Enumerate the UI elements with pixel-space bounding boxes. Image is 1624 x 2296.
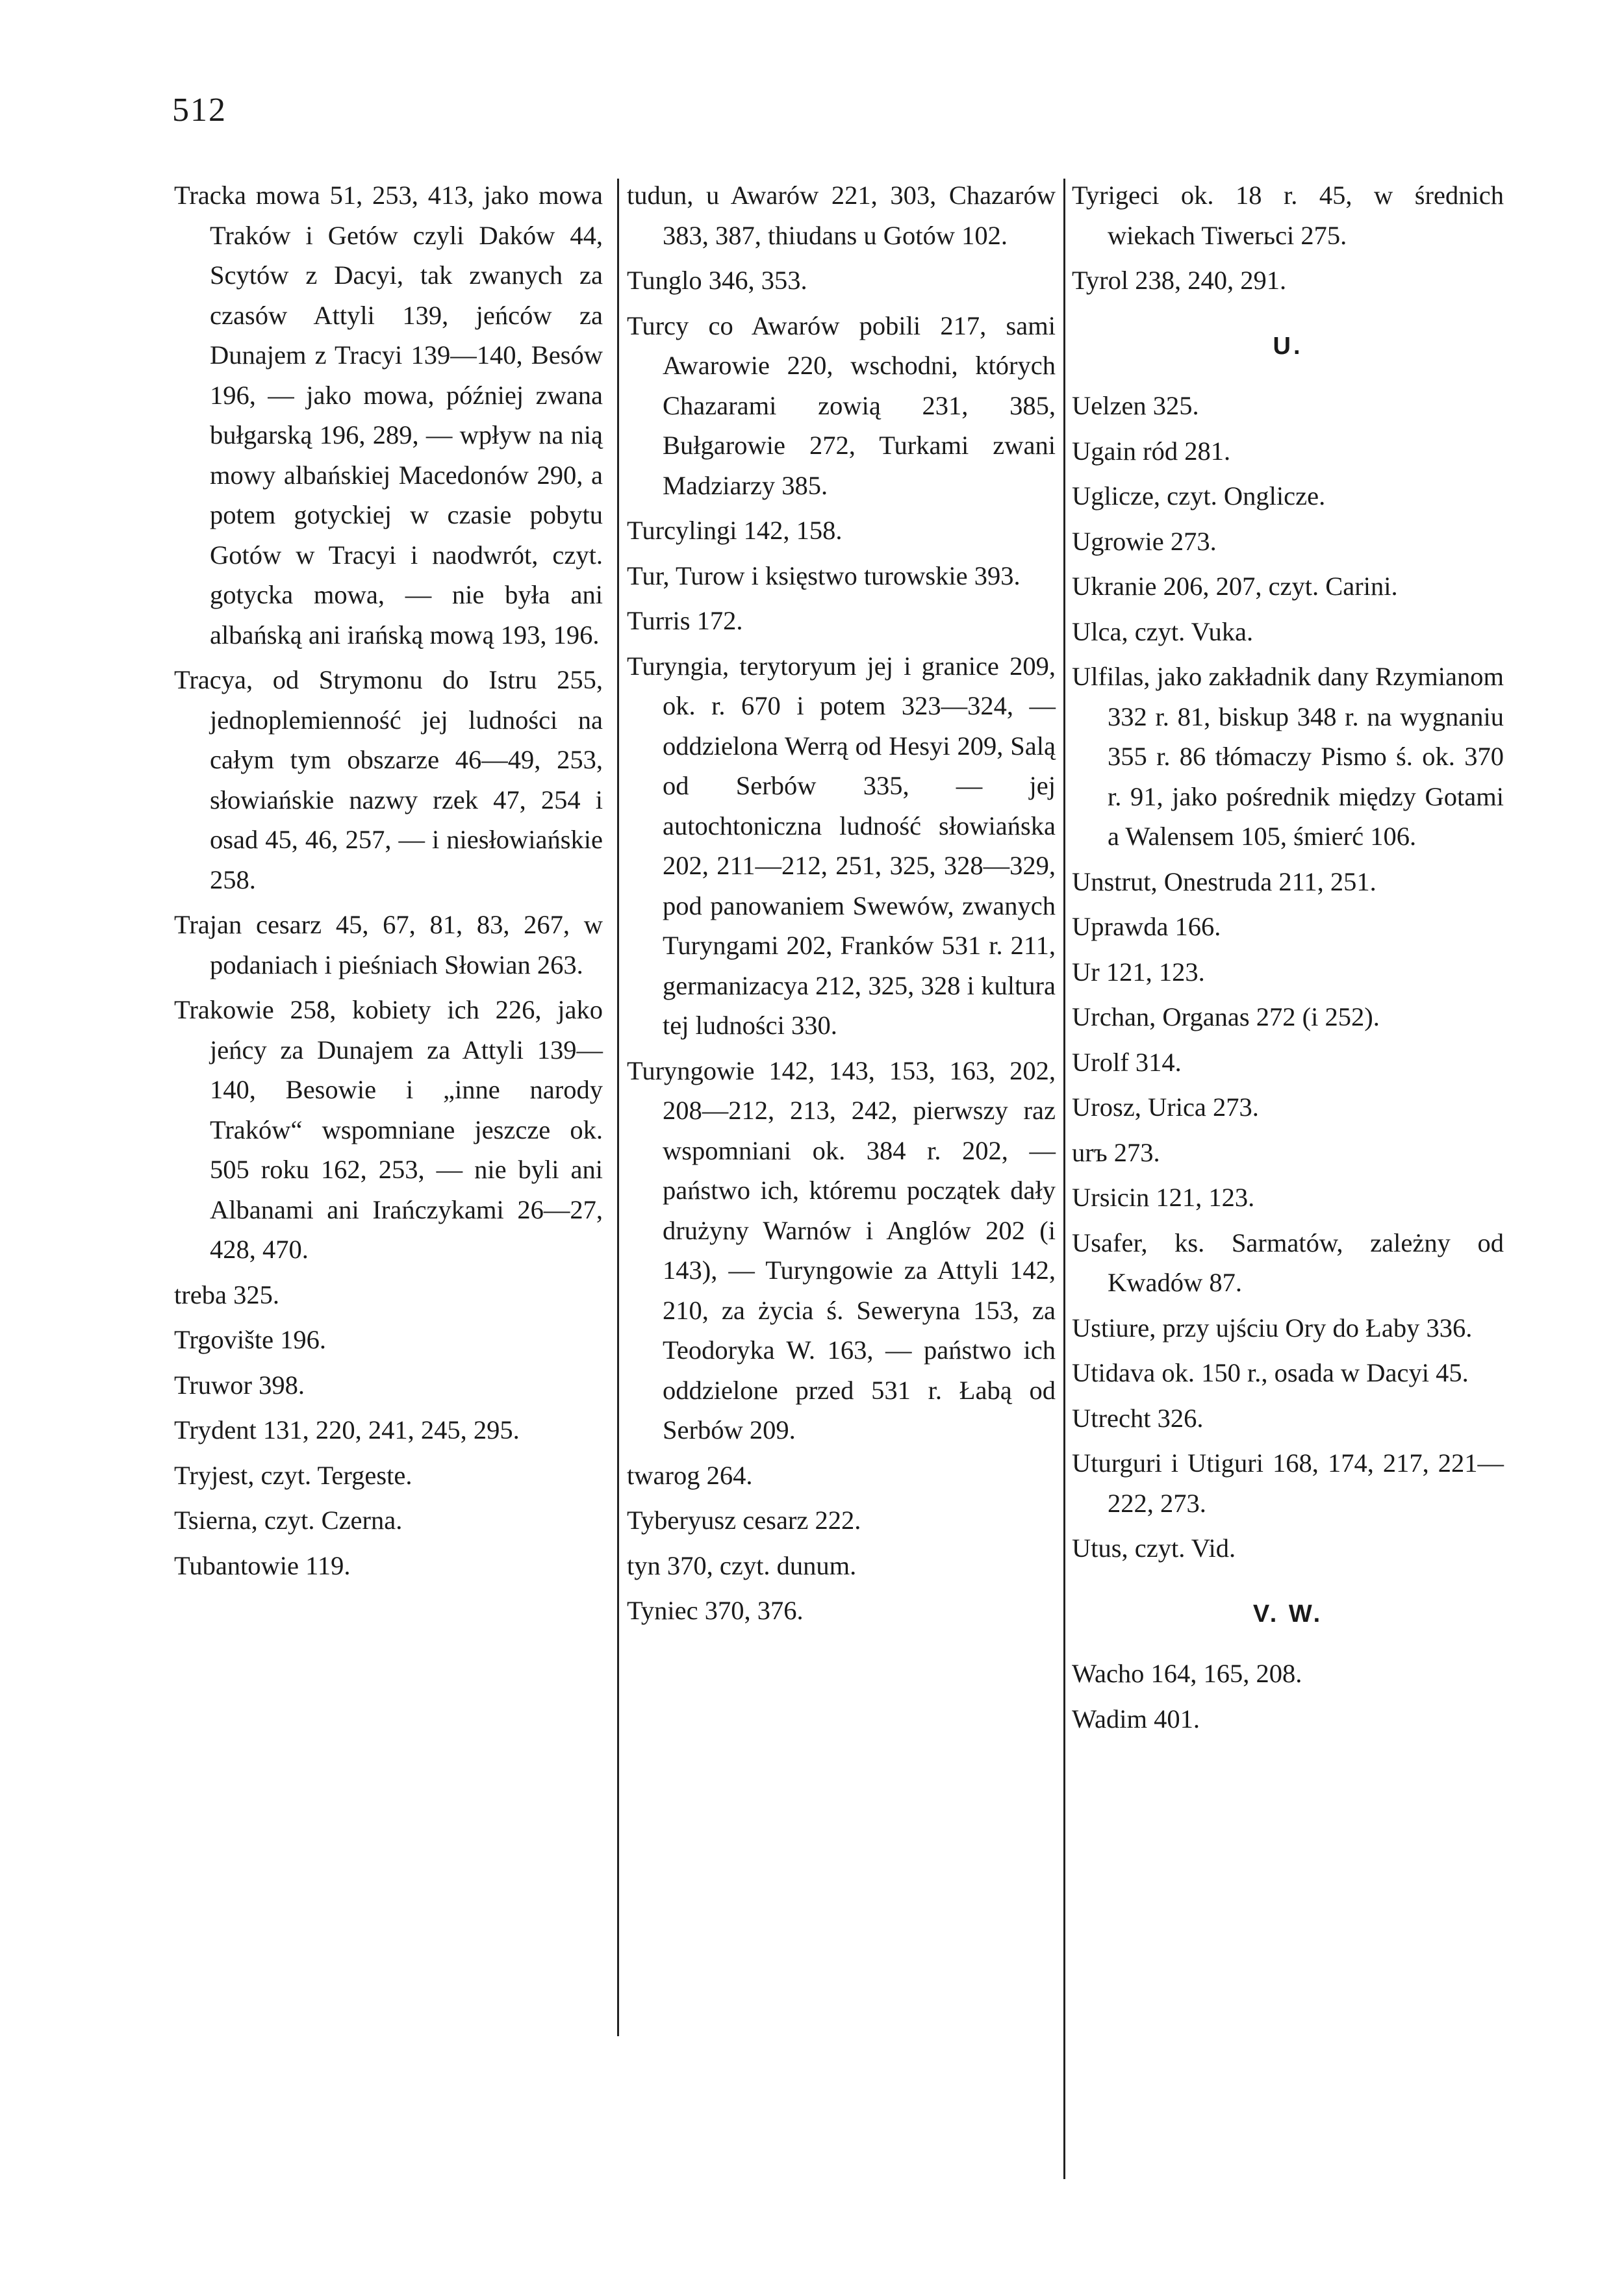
index-entry: twarog 264.: [627, 1460, 753, 1490]
column-divider: [617, 179, 619, 2036]
index-entry: tyn 370, czyt. dunum.: [627, 1550, 857, 1580]
index-entry: Tryjest, czyt. Tergeste.: [174, 1460, 412, 1490]
section-heading-vw: V. W.: [1252, 1600, 1323, 1628]
index-entry: Ustiure, przy ujściu Ory do Łaby 336.: [1072, 1313, 1473, 1343]
index-entry: Ulca, czyt. Vuka.: [1072, 616, 1254, 646]
index-entry: treba 325.: [174, 1280, 279, 1309]
index-entry: Ukranie 206, 207, czyt. Carini.: [1072, 572, 1398, 601]
index-entry: Utus, czyt. Vid.: [1072, 1533, 1236, 1563]
index-entry: Tracya, od Strymonu do Istru 255, jednoplemienność jej ludności na całym tym obszarze 46—49, 253, słowiańskie nazwy rzek 47, 254 i osad 45, 46, 257, — i niesłowiańskie 258.: [174, 665, 603, 894]
index-entry: Ursicin 121, 123.: [1072, 1183, 1255, 1212]
index-entry: Turcy co Awarów pobili 217, sami Awarowie 220, wschodni, których Chazarami zowią 231, 385, Bułgarowie 272, Turkami zwani Madziarzy 385.: [627, 310, 1056, 500]
section-heading-u: U.: [1273, 332, 1303, 360]
index-entry: Uturguri i Utiguri 168, 174, 217, 221—222, 273.: [1072, 1448, 1504, 1518]
index-entry: Wacho 164, 165, 208.: [1072, 1659, 1302, 1688]
index-entry: Uelzen 325.: [1072, 391, 1199, 420]
index-entry: Tunglo 346, 353.: [627, 266, 807, 295]
index-entry: Utidava ok. 150 r., osada w Dacyi 45.: [1072, 1358, 1469, 1387]
index-column-1: [174, 175, 603, 1591]
index-entry: Uprawda 166.: [1072, 912, 1221, 941]
index-entry: Uglicze, czyt. Onglicze.: [1072, 481, 1326, 511]
index-entry: Ur 121, 123.: [1072, 957, 1205, 987]
index-entry: Tyniec 370, 376.: [627, 1596, 804, 1625]
page-number: 512: [172, 92, 227, 129]
index-entry: Tur, Turow i księstwo turowskie 393.: [627, 561, 1021, 590]
index-entry: Turyngowie 142, 143, 153, 163, 202, 208—212, 213, 242, pierwszy raz wspomniani ok. 384 r. 202, — państwo ich, któremu początek dały drużyny Warnów i Anglów 202 (i 143), — Turyngowie za Attyli 142, 210, za życia ś. Seweryna 153, za Teodoryka W. 163, — państwo ich oddzielone przed 531 r. Łabą od Serbów 209.: [627, 1055, 1056, 1444]
index-entry: Ulfilas, jako zakładnik dany Rzymianom 332 r. 81, biskup 348 r. na wygnaniu 355 r. 86 tłómaczy Pismo ś. ok. 370 r. 91, jako pośrednik między Gotami a Walensem 105, śmierć 106.: [1072, 662, 1504, 851]
index-entry: Ugain ród 281.: [1072, 436, 1231, 466]
index-entry: Urosz, Urica 273.: [1072, 1092, 1259, 1122]
index-entry: Trgovište 196.: [174, 1325, 327, 1354]
index-entry: tudun, u Awarów 221, 303, Chazarów 383, 387, thiudans u Gotów 102.: [627, 181, 1056, 250]
index-entry: Turcylingi 142, 158.: [627, 516, 843, 545]
index-entry: Tracka mowa 51, 253, 413, jako mowa Traków i Getów czyli Daków 44, Scytów z Dacyi, tak zwanych za czasów Attyli 139, jeńców za Dunajem z Tracyi 139—140, Besów 196, — jako mowa, później zwana bułgarską 196, 289, — wpływ na nią mowy albańskiej Macedonów 290, a potem gotyckiej w czasie pobytu Gotów w Tracyi i naodwrót, czyt. gotycka mowa, — nie była ani albańską ani irańską mową 193, 196.: [174, 181, 603, 650]
index-entry: Tyrol 238, 240, 291.: [1072, 266, 1287, 295]
index-entry: Tyrigeci ok. 18 r. 45, w średnich wiekach Tiwerьci 275.: [1072, 181, 1504, 250]
index-entry: Trakowie 258, kobiety ich 226, jako jeńcy za Dunajem za Attyli 139—140, Besowie i „inne narody Traków“ wspomniane jeszcze ok. 505 roku 162, 253, — nie byli ani Albanami ani Irańczykami 26—27, 428, 470.: [174, 995, 603, 1264]
index-entry: Turris 172.: [627, 606, 743, 635]
index-entry: Truwor 398.: [174, 1370, 305, 1400]
index-entry: Tubantowie 119.: [174, 1550, 351, 1580]
column-divider: [1063, 179, 1065, 2179]
index-entry: Urchan, Organas 272 (i 252).: [1072, 1002, 1380, 1031]
index-entry: Tsierna, czyt. Czerna.: [174, 1506, 403, 1535]
index-entry: urъ 273.: [1072, 1137, 1160, 1167]
index-entry: Usafer, ks. Sarmatów, zależny od Kwadów 87.: [1072, 1228, 1504, 1297]
index-entry: Ugrowie 273.: [1072, 526, 1217, 556]
index-entry: Tyberyusz cesarz 222.: [627, 1506, 861, 1535]
index-column-3: [1072, 175, 1504, 1744]
index-entry: Utrecht 326.: [1072, 1403, 1204, 1433]
index-column-2: [627, 175, 1056, 1636]
index-entry: Wadim 401.: [1072, 1704, 1200, 1734]
index-entry: Urolf 314.: [1072, 1047, 1182, 1077]
index-entry: Trajan cesarz 45, 67, 81, 83, 267, w podaniach i pieśniach Słowian 263.: [174, 910, 603, 979]
index-entry: Trydent 131, 220, 241, 245, 295.: [174, 1415, 520, 1444]
index-entry: Turyngia, terytoryum jej i granice 209, ok. r. 670 i potem 323—324, — oddzielona Werrą od Hesyi 209, Salą od Serbów 335, — jej autochtoniczna ludność słowiańska 202, 211—212, 251, 325, 328—329, pod panowaniem Swewów, zwanych Turyngami 202, Franków 531 r. 211, germanizacya 212, 325, 328 i kultura tej ludności 330.: [627, 651, 1056, 1040]
index-entry: Unstrut, Onestruda 211, 251.: [1072, 866, 1377, 896]
